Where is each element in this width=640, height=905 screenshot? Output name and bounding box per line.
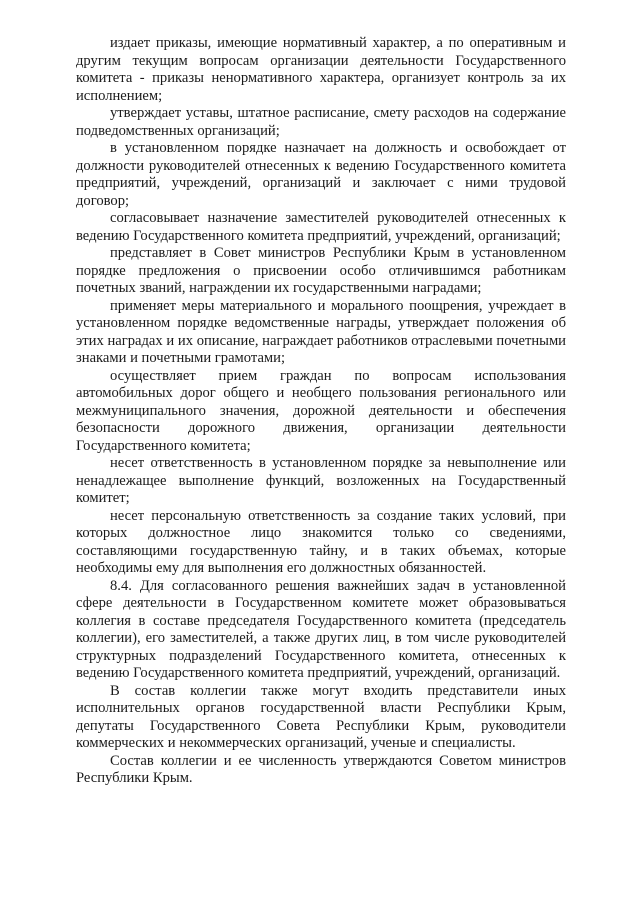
paragraph-approves-deputies: согласовывает назначение заместителей руководителей отнесенных к ведению Государственного комитета предприятий, учреждений, организаций;	[76, 210, 566, 244]
paragraph-applies-incentives: применяет меры материального и морального поощрения, учреждает в установленном порядке ведомственные награды, утверждает положения об этих наградах и их описание, награждает работников отраслевыми почетными знаками и почетными грамотами;	[76, 297, 566, 366]
paragraph-issues-orders: издает приказы, имеющие нормативный характер, а по оперативным и другим текущим вопросам организации деятельности Государственного комитета - приказы ненормативного характера, организует контроль за их исполнением;	[76, 35, 566, 104]
document-page	[76, 35, 566, 788]
paragraph-collegium-approval: Состав коллегии и ее численность утверждаются Советом министров Республики Крым.	[76, 752, 566, 786]
paragraph-personal-responsibility: несет персональную ответственность за создание таких условий, при которых должностное лицо знакомится только со сведениями, составляющими государственную тайну, и в таких объемах, которые необходимы ему для выполнения его должностных обязанностей.	[76, 507, 566, 576]
paragraph-8-4-collegium: 8.4. Для согласованного решения важнейших задач в установленной сфере деятельности в Государственном комитете может образовываться коллегия в составе председателя Государственного комитета (председатель коллегии), его заместителей, а также других лиц, в том числе руководителей структурных подразделений Государственного комитета, отнесенных к ведению Государственного комитета предприятий, учреждений, организаций.	[76, 577, 566, 681]
paragraph-presents-awards: представляет в Совет министров Республики Крым в установленном порядке предложения о присвоении особо отличившимся работникам почетных званий, награждении их государственными наградами;	[76, 245, 566, 296]
paragraph-receives-citizens: осуществляет прием граждан по вопросам использования автомобильных дорог общего и необщего пользования регионального или межмуниципального значения, дорожной деятельности и обеспечения безопасности дорожного движения, организации деятельности Государственного комитета;	[76, 367, 566, 454]
paragraph-collegium-members: В состав коллегии также могут входить представители иных исполнительных органов государственной власти Республики Крым, депутаты Государственного Совета Республики Крым, руководители коммерческих и некоммерческих организаций, ученые и специалисты.	[76, 682, 566, 751]
paragraph-approves-charters: утверждает уставы, штатное расписание, смету расходов на содержание подведомственных организаций;	[76, 105, 566, 139]
paragraph-appoints-heads: в установленном порядке назначает на должность и освобождает от должности руководителей отнесенных к ведению Государственного комитета предприятий, учреждений, организаций и заключает с ними трудовой договор;	[76, 140, 566, 209]
paragraph-responsibility: несет ответственность в установленном порядке за невыполнение или ненадлежащее выполнение функций, возложенных на Государственный комитет;	[76, 455, 566, 506]
